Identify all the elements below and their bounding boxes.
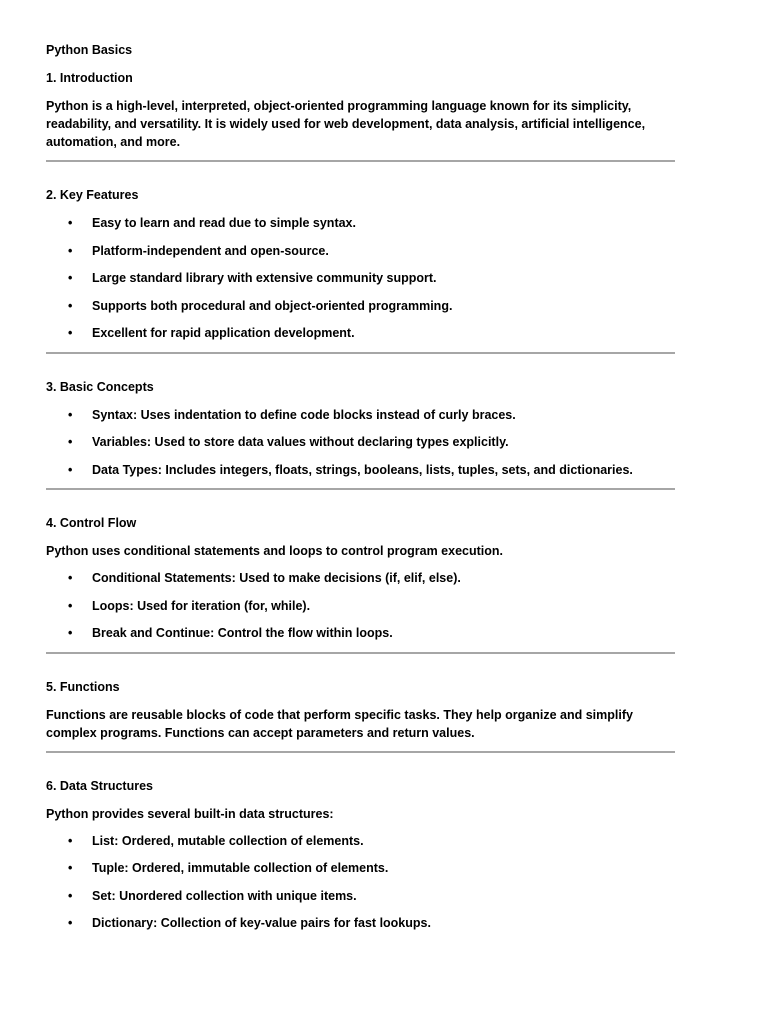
bullet-marker: •	[68, 462, 73, 477]
list-item-text: Easy to learn and read due to simple syntax.	[92, 216, 356, 230]
section-heading: 6. Data Structures	[46, 778, 153, 793]
list-item-text: Excellent for rapid application development.	[92, 326, 355, 340]
bullet-list	[46, 406, 678, 479]
list-item	[46, 461, 678, 479]
section-divider	[46, 160, 675, 162]
bullet-marker: •	[68, 326, 73, 340]
list-item	[46, 832, 678, 850]
list-item	[46, 406, 678, 424]
list-item	[46, 859, 678, 877]
section-heading: 3. Basic Concepts	[46, 379, 154, 394]
section-paragraph: Python provides several built-in data structures:	[46, 806, 334, 821]
bullet-marker: •	[68, 216, 73, 230]
section-heading: 5. Functions	[46, 679, 120, 694]
list-item-text: Data Types: Includes integers, floats, strings, booleans, lists, tuples, sets, and dictionaries.	[92, 462, 633, 477]
bullet-marker: •	[68, 435, 73, 449]
section-key-features	[46, 186, 678, 354]
list-item	[46, 914, 678, 932]
bullet-marker: •	[68, 888, 73, 903]
section-introduction	[46, 69, 678, 162]
section-divider	[46, 751, 675, 753]
section-paragraph: Python uses conditional statements and loops to control program execution.	[46, 544, 504, 558]
bullet-marker: •	[68, 407, 73, 422]
list-item-text: Loops: Used for iteration (for, while).	[92, 598, 311, 613]
section-heading: 1. Introduction	[46, 71, 133, 85]
list-item-text: Conditional Statements: Used to make decisions (if, elif, else).	[92, 571, 461, 585]
bullet-list	[46, 214, 678, 342]
bullet-marker: •	[68, 298, 73, 313]
list-item-text: Break and Continue: Control the flow within loops.	[92, 626, 393, 640]
list-item	[46, 214, 678, 232]
list-item	[46, 269, 678, 287]
bullet-marker: •	[68, 571, 73, 585]
section-control-flow	[46, 514, 678, 654]
bullet-marker: •	[68, 598, 73, 613]
section-divider	[46, 352, 675, 354]
bullet-marker: •	[68, 861, 73, 875]
section-heading: 2. Key Features	[46, 188, 139, 202]
bullet-marker: •	[68, 833, 73, 848]
bullet-marker: •	[68, 271, 73, 285]
list-item-text: List: Ordered, mutable collection of elements.	[92, 833, 364, 848]
section-heading: 4. Control Flow	[46, 516, 137, 530]
list-item-text: Large standard library with extensive community support.	[92, 271, 437, 285]
section-divider	[46, 652, 675, 654]
list-item-text: Syntax: Uses indentation to define code blocks instead of curly braces.	[92, 407, 516, 422]
bullet-marker: •	[68, 916, 73, 930]
list-item	[46, 297, 678, 315]
section-divider	[46, 488, 675, 490]
list-item	[46, 624, 678, 642]
list-item	[46, 324, 678, 342]
bullet-list	[46, 832, 678, 933]
list-item-text: Variables: Used to store data values without declaring types explicitly.	[92, 435, 509, 449]
list-item	[46, 433, 678, 451]
list-item-text: Set: Unordered collection with unique items.	[92, 888, 357, 903]
list-item-text: Tuple: Ordered, immutable collection of elements.	[92, 861, 389, 875]
list-item-text: Supports both procedural and object-oriented programming.	[92, 298, 453, 313]
section-paragraph: Functions are reusable blocks of code that perform specific tasks. They help organize and simplify complex programs. Functions can accept parameters and return values.	[46, 707, 633, 740]
bullet-marker: •	[68, 243, 73, 258]
list-item	[46, 242, 678, 260]
list-item-text: Dictionary: Collection of key-value pairs for fast lookups.	[92, 916, 431, 930]
section-basic-concepts	[46, 378, 678, 491]
document-title: Python Basics	[46, 43, 133, 57]
section-paragraph: Python is a high-level, interpreted, object-oriented programming language known for its simplicity, readability, and versatility. It is widely used for web development, data analysis, artificial intelligence, automation, and more.	[46, 99, 646, 149]
section-functions	[46, 678, 678, 753]
bullet-marker: •	[68, 626, 73, 640]
list-item	[46, 569, 678, 587]
list-item	[46, 597, 678, 615]
list-item	[46, 887, 678, 905]
list-item-text: Platform-independent and open-source.	[92, 243, 329, 258]
bullet-list	[46, 569, 678, 642]
section-data-structures	[46, 777, 678, 933]
